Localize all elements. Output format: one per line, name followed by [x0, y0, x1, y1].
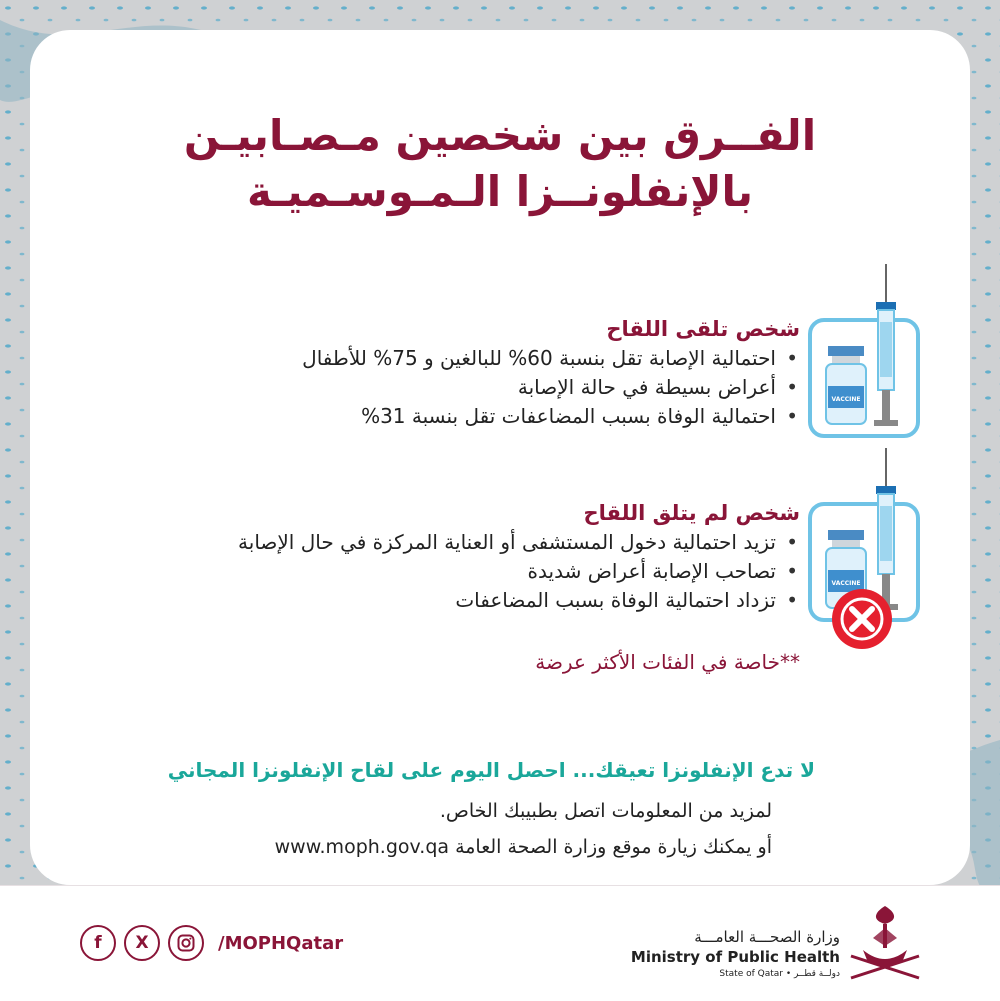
ministry-arabic-name: وزارة الصحـــة العامـــة	[694, 928, 840, 946]
unvaccinated-heading: شخص لم يتلق اللقاح	[583, 501, 800, 525]
ministry-name-block	[631, 928, 840, 979]
unvaccinated-list	[238, 528, 800, 615]
vaccinated-heading: شخص تلقى اللقاح	[606, 317, 800, 341]
info-line-1: لمزيد من المعلومات اتصل بطبيبك الخاص.	[439, 800, 772, 822]
title-line-2: بالإنفلونــزا الـمـوسـميـة	[246, 167, 754, 216]
list-item: • احتمالية الإصابة تقل بنسبة 60% للبالغين و 75% للأطفال	[302, 344, 800, 373]
red-x-icon	[830, 587, 894, 651]
title-line-1: الفــرق بين شخصين مـصـابيـن	[183, 111, 817, 160]
qatar-emblem-icon	[845, 898, 925, 984]
footnote: **خاصة في الفئات الأكثر عرضة	[535, 650, 800, 674]
vaccinated-list	[302, 344, 800, 431]
instagram-icon[interactable]	[168, 925, 204, 961]
page-title	[80, 108, 920, 220]
ministry-english-name: Ministry of Public Health	[630, 948, 840, 966]
x-twitter-icon[interactable]: X	[124, 925, 160, 961]
vaccine-label: VACCINE	[831, 580, 861, 587]
unvaccinated-section	[238, 498, 800, 615]
list-item: • تصاحب الإصابة أعراض شديدة	[238, 557, 800, 586]
facebook-icon[interactable]: f	[80, 925, 116, 961]
social-links	[80, 925, 343, 961]
vaccinated-section	[302, 314, 800, 431]
list-item: • أعراض بسيطة في حالة الإصابة	[302, 373, 800, 402]
list-item: • تزداد احتمالية الوفاة بسبب المضاعفات	[238, 586, 800, 615]
call-to-action: لا تدع الإنفلونزا تعيقك... احصل اليوم على لقاح الإنفلونزا المجاني	[167, 758, 815, 782]
state-of-qatar: State of Qatar • دولــة قطــر	[719, 969, 840, 979]
list-item: • تزيد احتمالية دخول المستشفى أو العناية المركزة في حال الإصابة	[238, 528, 800, 557]
social-handle[interactable]: /MOPHQatar	[218, 932, 344, 954]
vaccine-syringe-icon	[808, 262, 918, 432]
list-item: • احتمالية الوفاة بسبب المضاعفات تقل بنسبة 31%	[302, 402, 800, 431]
vaccine-label: VACCINE	[831, 396, 861, 403]
info-line-2: أو يمكنك زيارة موقع وزارة الصحة العامة www.moph.gov.qa	[274, 836, 772, 858]
